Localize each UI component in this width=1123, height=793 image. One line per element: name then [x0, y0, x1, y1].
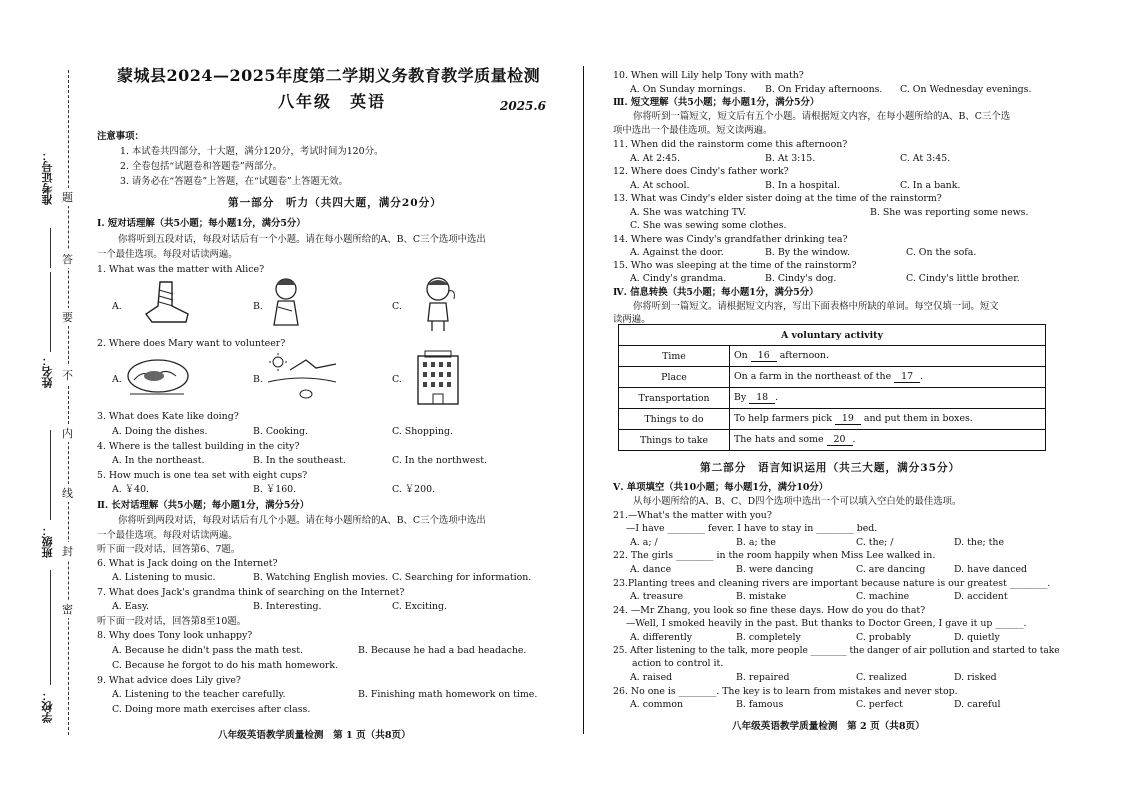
q6-option-c: C. Searching for information.	[392, 572, 532, 583]
question-5: 5. How much is one tea set with eight cups?	[97, 470, 308, 481]
exam-date: 2025.6	[500, 99, 546, 113]
binding-dashed-line	[68, 70, 69, 735]
q12-option-b: B. In a hospital.	[765, 180, 840, 191]
note-1: 1. 本试卷共四部分，十大题，满分120分，考试时间为120分。	[120, 146, 384, 157]
question-1: 1. What was the matter with Alice?	[97, 264, 265, 275]
footer-page-1: 八年级英语教学质量检测 第 1 页（共8页）	[218, 730, 411, 741]
section1-title: Ⅰ. 短对话理解（共5小题；每小题1分，满分5分）	[97, 218, 306, 229]
question-12: 12. Where does Cindy's father work?	[613, 166, 789, 177]
table-row	[619, 388, 1046, 409]
section3-instr-2: 项中选出一个最佳选项。短文读两遍。	[613, 125, 773, 136]
q25-option-c: C. realized	[856, 672, 907, 683]
q5-option-a: A. ￥40.	[112, 484, 150, 495]
q23-option-d: D. accident	[954, 591, 1008, 602]
q23-option-a: A. treasure	[630, 591, 683, 602]
seal-char-2: 答	[62, 250, 73, 268]
q9-option-b: B. Finishing math homework on time.	[358, 689, 538, 700]
exam-title: 蒙城县2024—2025年度第二学期义务教育教学质量检测	[117, 66, 541, 85]
q22-option-a: A. dance	[630, 564, 672, 575]
seal-char-5: 内	[62, 424, 73, 442]
question-22: 22. The girls ________ in the room happily when Miss Lee walked in.	[613, 550, 936, 561]
blank-20[interactable]: 20	[827, 434, 853, 446]
dialog1-intro: 听下面一段对话，回答第6、7题。	[97, 544, 241, 555]
table-key: Place	[619, 367, 730, 388]
section2-title: Ⅱ. 长对话理解（共5小题；每小题1分，满分5分）	[97, 500, 310, 511]
q25-option-a: A. raised	[630, 672, 673, 683]
q21-option-b: B. a; the	[736, 537, 776, 548]
footer-page-2: 八年级英语教学质量检测 第 2 页（共8页）	[732, 721, 925, 732]
table-text: On a farm in the northeast of the	[734, 371, 895, 382]
page-divider	[583, 66, 584, 734]
section4-instr-1: 你将听到一篇短文。请根据短文内容，写出下面表格中所缺的单词。每空仅填一词。短文	[633, 301, 999, 312]
section1-instr-1: 你将听到五段对话，每段对话后有一个小题。请在每小题所给的A、B、C三个选项中选出	[118, 234, 486, 245]
q2-label-b: B.	[253, 374, 263, 385]
q22-option-b: B. were dancing	[736, 564, 814, 575]
q13-option-a: A. She was watching TV.	[630, 207, 747, 218]
table-text: afternoon.	[776, 350, 829, 361]
q12-option-c: C. In a bank.	[900, 180, 961, 191]
q11-option-c: C. At 3:45.	[900, 153, 951, 164]
seal-char-7: 封	[62, 542, 73, 560]
notes-heading: 注意事项：	[97, 131, 144, 142]
injured-foot-image	[132, 280, 192, 328]
park-trees-image	[124, 356, 190, 403]
table-key: Time	[619, 346, 730, 367]
q24-option-d: D. quietly	[954, 632, 1000, 643]
table-key: Things to take	[619, 430, 730, 451]
table-row	[619, 430, 1046, 451]
question-4: 4. Where is the tallest building in the city?	[97, 441, 300, 452]
q23-option-b: B. mistake	[736, 591, 787, 602]
school-label: 学校：	[41, 690, 54, 723]
table-row	[619, 367, 1046, 388]
q15-option-a: A. Cindy's grandma.	[630, 273, 727, 284]
q25-option-b: B. repaired	[736, 672, 790, 683]
q24-option-a: A. differently	[630, 632, 693, 643]
section3-instr-1: 你将听到一篇短文，短文后有五个小题。请根据短文内容，在每小题所给的A、B、C三个选	[633, 111, 1011, 122]
q4-option-b: B. In the southeast.	[253, 455, 346, 466]
q2-label-c: C.	[392, 374, 402, 385]
q10-option-b: B. On Friday afternoons.	[765, 84, 883, 95]
question-24-b: —Well, I smoked heavily in the past. But thanks to Doctor Green, I gave it up ______.	[626, 618, 1027, 629]
note-2: 2. 全卷包括“试题卷和答题卷”两部分。	[120, 161, 283, 172]
q15-option-c: C. Cindy's little brother.	[906, 273, 1020, 284]
q14-option-a: A. Against the door.	[630, 247, 724, 258]
q14-option-c: C. On the sofa.	[906, 247, 977, 258]
name-label: 姓名：	[41, 355, 54, 388]
q8-option-c: C. Because he forgot to do his math homework.	[112, 660, 339, 671]
name-line	[50, 272, 51, 352]
q2-label-a: A.	[112, 374, 122, 385]
table-text: .	[852, 434, 856, 445]
part2-title: 第二部分 语言知识运用（共三大题，满分35分）	[700, 462, 961, 474]
q1-label-b: B.	[253, 301, 263, 312]
q3-option-a: A. Doing the dishes.	[112, 426, 208, 437]
q1-label-c: C.	[392, 301, 402, 312]
q6-option-a: A. Listening to music.	[112, 572, 216, 583]
section1-instr-2: 一个最佳选项。每段对话读两遍。	[97, 249, 238, 260]
table-title: A voluntary activity	[619, 325, 1046, 346]
note-3: 3. 请务必在“答题卷”上答题，在“试题卷”上答题无效。	[120, 176, 348, 187]
question-25-a: 25. After listening to the talk, more people ________ the danger of air pollution and started to take	[613, 646, 1060, 656]
q11-option-a: A. At 2:45.	[630, 153, 681, 164]
school-line	[50, 570, 51, 685]
table-text: .	[920, 371, 924, 382]
question-23: 23.Planting trees and cleaning rivers are important because nature is our greatest ________.	[613, 578, 1051, 589]
q4-option-c: C. In the northwest.	[392, 455, 487, 466]
section5-title: Ⅴ. 单项填空（共10小题；每小题1分，满分10分）	[613, 482, 829, 493]
exam-number-label: 准考证号：	[41, 150, 54, 205]
girl-stomachache-image	[268, 275, 304, 333]
table-text: On	[734, 350, 751, 361]
q10-option-c: C. On Wednesday evenings.	[900, 84, 1032, 95]
table-text: .	[775, 392, 779, 403]
question-24-a: 24. —Mr Zhang, you look so fine these days. How do you do that?	[613, 605, 926, 616]
q5-option-c: C. ￥200.	[392, 484, 436, 495]
section5-instr: 从每小题所给的A、B、C、D四个选项中选出一个可以填入空白处的最佳选项。	[633, 496, 962, 507]
question-26: 26. No one is ________. The key is to learn from mistakes and never stop.	[613, 686, 958, 697]
question-3: 3. What does Kate like doing?	[97, 411, 239, 422]
class-label: 班级：	[41, 525, 54, 558]
table-text: By	[734, 392, 750, 403]
q24-option-b: B. completely	[736, 632, 801, 643]
voluntary-activity-table	[618, 324, 1046, 451]
q8-option-a: A. Because he didn't pass the math test.	[112, 645, 303, 656]
q7-option-c: C. Exciting.	[392, 601, 447, 612]
q1-label-a: A.	[112, 301, 122, 312]
q21-option-c: C. the; /	[856, 537, 894, 548]
dialog2-intro: 听下面一段对话，回答第8至10题。	[97, 616, 247, 627]
seal-char-8: 密	[62, 600, 73, 618]
table-key: Things to do	[619, 409, 730, 430]
table-text: To help farmers pick	[734, 413, 835, 424]
q7-option-b: B. Interesting.	[253, 601, 322, 612]
q13-option-b: B. She was reporting some news.	[870, 207, 1029, 218]
question-2: 2. Where does Mary want to volunteer?	[97, 338, 286, 349]
beach-sun-image	[266, 352, 338, 405]
question-7: 7. What does Jack's grandma think of searching on the Internet?	[97, 587, 405, 598]
q26-option-c: C. perfect	[856, 699, 903, 710]
section4-title: Ⅳ. 信息转换（共5小题；每小题1分，满分5分）	[613, 287, 819, 298]
q6-option-b: B. Watching English movies.	[253, 572, 389, 583]
question-9: 9. What advice does Lily give?	[97, 675, 241, 686]
q21-option-d: D. the; the	[954, 537, 1004, 548]
blank-16[interactable]: 16	[751, 350, 777, 362]
q26-option-d: D. careful	[954, 699, 1001, 710]
q14-option-b: B. By the window.	[765, 247, 850, 258]
q22-option-d: D. have danced	[954, 564, 1028, 575]
q9-option-a: A. Listening to the teacher carefully.	[112, 689, 286, 700]
q24-option-c: C. probably	[856, 632, 911, 643]
table-row	[619, 346, 1046, 367]
blank-18[interactable]: 18	[749, 392, 775, 404]
q3-option-b: B. Cooking.	[253, 426, 309, 437]
q26-option-a: A. common	[630, 699, 684, 710]
section4-instr-2: 读两遍。	[613, 314, 651, 325]
seal-char-3: 要	[62, 308, 73, 326]
q13-option-c: C. She was sewing some clothes.	[630, 220, 787, 231]
q21-option-a: A. a; /	[630, 537, 658, 548]
seal-char-6: 线	[62, 484, 73, 502]
q3-option-c: C. Shopping.	[392, 426, 453, 437]
exam-number-line	[50, 228, 51, 268]
question-25-b: action to control it.	[632, 658, 724, 669]
q4-option-a: A. In the northeast.	[112, 455, 205, 466]
section2-instr-2: 一个最佳选项。每段对话读两遍。	[97, 530, 238, 541]
q23-option-c: C. machine	[856, 591, 910, 602]
question-8: 8. Why does Tony look unhappy?	[97, 630, 253, 641]
class-line	[50, 430, 51, 520]
q25-option-d: D. risked	[954, 672, 997, 683]
table-text: The hats and some	[734, 434, 827, 445]
table-key: Transportation	[619, 388, 730, 409]
table-row	[619, 409, 1046, 430]
question-14: 14. Where was Cindy's grandfather drinking tea?	[613, 234, 848, 245]
q12-option-a: A. At school.	[630, 180, 690, 191]
seal-char-4: 不	[62, 366, 73, 384]
q11-option-b: B. At 3:15.	[765, 153, 816, 164]
q10-option-a: A. On Sunday mornings.	[630, 84, 746, 95]
q5-option-b: B. ￥160.	[253, 484, 297, 495]
blank-17[interactable]: 17	[894, 371, 920, 383]
question-15: 15. Who was sleeping at the time of the rainstorm?	[613, 260, 857, 271]
exam-subject: 八年级 英语	[278, 92, 387, 111]
question-11: 11. When did the rainstorm come this afternoon?	[613, 139, 848, 150]
question-21-a: 21.—What's the matter with you?	[613, 510, 772, 521]
girl-toothache-image	[418, 275, 460, 336]
question-6: 6. What is Jack doing on the Internet?	[97, 558, 278, 569]
question-13: 13. What was Cindy's elder sister doing at the time of the rainstorm?	[613, 193, 942, 204]
question-10: 10. When will Lily help Tony with math?	[613, 70, 804, 81]
blank-19[interactable]: 19	[835, 413, 861, 425]
q26-option-b: B. famous	[736, 699, 784, 710]
section3-title: Ⅲ. 短文理解（共5小题；每小题1分，满分5分）	[613, 97, 820, 108]
part1-title: 第一部分 听力（共四大题，满分20分）	[228, 197, 442, 209]
question-21-b: —I have ________ fever. I have to stay in ________ bed.	[626, 523, 878, 534]
q7-option-a: A. Easy.	[112, 601, 150, 612]
q9-option-c: C. Doing more math exercises after class.	[112, 704, 311, 715]
section2-instr-1: 你将听到两段对话，每段对话后有几个小题。请在每小题所给的A、B、C三个选项中选出	[118, 515, 486, 526]
seal-char-1: 题	[62, 188, 73, 206]
q15-option-b: B. Cindy's dog.	[765, 273, 837, 284]
tall-building-image	[415, 350, 461, 409]
q22-option-c: C. are dancing	[856, 564, 926, 575]
q8-option-b: B. Because he had a bad headache.	[358, 645, 527, 656]
table-text: and put them in boxes.	[860, 413, 973, 424]
